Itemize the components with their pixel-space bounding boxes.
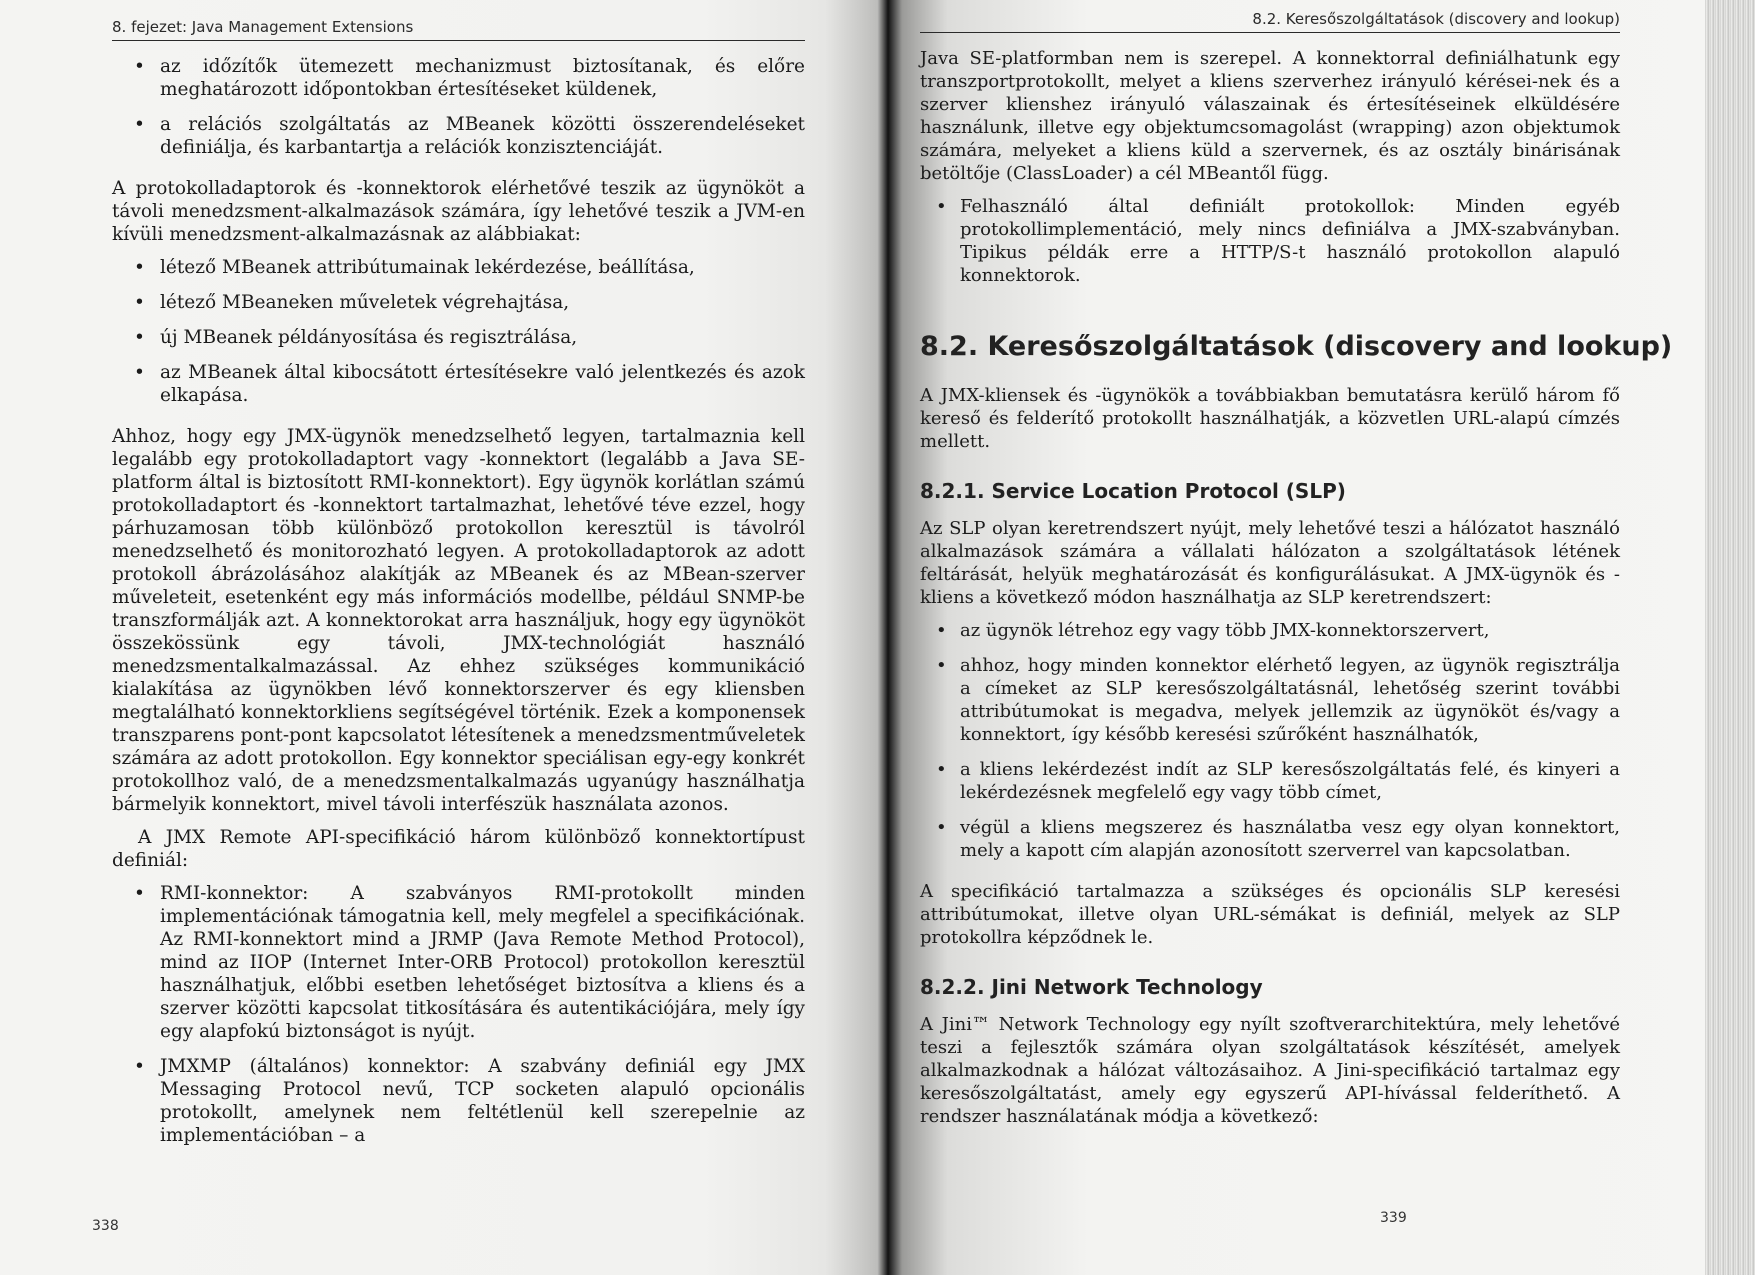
right-running-header: 8.2. Keresőszolgáltatások (discovery and lookup)	[920, 10, 1620, 33]
left-paragraph-agent: Ahhoz, hogy egy JMX-ügynök menedzselhető legyen, tartalmaznia kell legalább egy protokolladaptort vagy -konnektort (legalább a Java SE-platform által is biztosított RMI-konnektort). Egy ügynök korlátlan számú protokolladaptort és -konnektort tartalmazhat, lehetővé téve ezzel, hogy párhuzamosan több különböző protokollon keresztül is távolról menedzselhető és monitorozható legyen. A protokolladaptorok az adott protokoll ábrázolásához alakítják az MBeanek és az MBean-szerver műveleteit, esetenként egy más információs modellbe, például SNMP-be transzformálják azt. A konnektorokat arra használjuk, hogy egy ügynököt összekössünk egy távoli, JMX-technológiát használó menedzsmentalkalmazással. Az ehhez szükséges kommunikáció kialakítása az ügynökben lévő konnektorszerver és egy kliensben megtalálható konnektorkliens segítségével történik. Ezek a komponensek transzparens pont-pont kapcsolatot létesítenek a menedzsmentműveletek számára az adott protokollon. Egy konnektor speciálisan egy-egy konkrét protokollhoz való, de a menedzsmentalkalmazás ugyanúgy használhatja bármelyik konnektort, mivel távoli interfészük használata azonos.	[112, 426, 805, 815]
list-item: • JMXMP (általános) konnektor: A szabvány definiál egy JMX Messaging Protocol nevű, TCP socketen alapuló opcionális protokollt, amelynek nem feltétlenül kell szerepelnie az implementációban – a	[134, 1056, 805, 1146]
page-edge-stack	[1705, 0, 1755, 1275]
right-paragraph-slp: Az SLP olyan keretrendszert nyújt, mely lehetővé teszi a hálózatot használó alkalmazások számára a vállalati hálózaton a szolgáltatások létének feltárását, helyük meghatározását és konfigurálásukat. A JMX-ügynök és -kliens a következő módon használhatja az SLP keretrendszert:	[920, 518, 1620, 608]
bullet-icon: •	[134, 292, 145, 313]
left-page-number: 338	[92, 1218, 119, 1234]
left-running-header: 8. fejezet: Java Management Extensions	[112, 18, 805, 41]
list-item: • létező MBeanek attribútumainak lekérdezése, beállítása,	[134, 257, 695, 278]
left-page	[0, 0, 860, 1275]
list-item: • az MBeanek által kibocsátott értesítésekre való jelentkezés és azok elkapása.	[134, 362, 805, 406]
list-item: • végül a kliens megszerez és használatba vesz egy olyan konnektort, mely a kapott cím alapján azonosított szerverrel van kapcsolatban.	[936, 817, 1620, 861]
right-page-number: 339	[1380, 1210, 1407, 1226]
left-paragraph-connector-types: A JMX Remote API-specifikáció három különböző konnektortípust definiál:	[112, 827, 805, 871]
bullet-icon: •	[134, 114, 145, 135]
left-bottom-bullet-list	[112, 882, 805, 1147]
bullet-icon: •	[936, 655, 947, 676]
list-item: • a relációs szolgáltatás az MBeanek közötti összerendeléseket definiálja, és karbantartja a relációk konzisztenciáját.	[134, 114, 805, 158]
list-item: • a kliens lekérdezést indít az SLP keresőszolgáltatás felé, és kinyeri a lekérdezésnek megfelelő egy vagy több címet,	[936, 759, 1620, 803]
left-mid-bullet-list	[112, 256, 805, 407]
list-item: • ahhoz, hogy minden konnektor elérhető legyen, az ügynök regisztrálja a címeket az SLP keresőszolgáltatásnál, lehetőség szerint további attribútumokat is megadva, melyek jellemzik az ügynököt és/vagy a konnektort, így később keresési szűrőként használhatók,	[936, 655, 1620, 745]
left-top-bullet-list	[112, 55, 805, 159]
list-item: • Felhasználó által definiált protokollok: Minden egyéb protokollimplementáció, mely nincs definiálva a JMX-szabványban. Tipikus példák erre a HTTP/S-t használó protokollon alapuló konnektorok.	[936, 196, 1620, 286]
right-slp-bullet-list	[920, 619, 1620, 862]
bullet-icon: •	[134, 883, 145, 904]
bullet-icon: •	[936, 620, 947, 641]
subsection-heading-slp: 8.2.1. Service Location Protocol (SLP)	[920, 479, 1346, 503]
right-paragraph-discovery-intro: A JMX-kliensek és -ügynökök a továbbiakban bemutatásra kerülő három fő kereső és felderítő protokollt használhatják, a közvetlen URL-alapú címzés mellett.	[920, 385, 1620, 452]
list-item: • új MBeanek példányosítása és regisztrálása,	[134, 327, 578, 348]
bullet-icon: •	[134, 257, 145, 278]
list-item: • létező MBeaneken műveletek végrehajtása,	[134, 292, 570, 313]
right-paragraph-slp-spec: A specifikáció tartalmazza a szükséges és opcionális SLP keresési attribútumokat, illetve olyan URL-sémákat is definiál, melyek az SLP protokollra képződnek le.	[920, 881, 1620, 948]
bullet-icon: •	[936, 196, 947, 217]
bullet-icon: •	[134, 362, 145, 383]
bullet-icon: •	[936, 759, 947, 780]
bullet-icon: •	[134, 56, 145, 77]
list-item: • az időzítők ütemezett mechanizmust biztosítanak, és előre meghatározott időpontokban értesítéseket küldenek,	[134, 56, 805, 100]
list-item: • RMI-konnektor: A szabványos RMI-protokollt minden implementációnak támogatnia kell, mely megfelel a specifikációnak. Az RMI-konnektort mind a JRMP (Java Remote Method Protocol), mind az IIOP (Internet Inter-ORB Protocol) protokollon keresztül használhatjuk, előbbi esetben lehetőséget biztosítva a kliens és a szerver közötti kapcsolat titkosítására és autentikációjára, mely így egy alapfokú biztonságot is nyújt.	[134, 883, 805, 1042]
right-page	[880, 0, 1720, 1275]
right-paragraph-continuation: Java SE-platformban nem is szerepel. A konnektorral definiálhatunk egy transzportprotokollt, melyet a kliens szerverhez irányuló kérései-nek és a szerver klienshez irányuló válaszainak és értesítéseinek elküldésére használunk, illetve egy objektumcsomagolást (wrapping) azon objektumok számára, melyeket a kliens küld a szervernek, és az osztály binárisának betöltője (ClassLoader) a cél MBeantől függ.	[920, 48, 1620, 184]
subsection-heading-jini: 8.2.2. Jini Network Technology	[920, 975, 1263, 999]
left-paragraph-adaptors: A protokolladaptorok és -konnektorok elérhetővé teszik az ügynököt a távoli menedzsment-alkalmazások számára, így lehetővé teszik a JVM-en kívüli menedzsment-alkalmazásnak az alábbiakat:	[112, 178, 805, 245]
bullet-icon: •	[134, 1056, 145, 1077]
right-top-bullet-list	[920, 195, 1620, 287]
bullet-icon: •	[936, 817, 947, 838]
bullet-icon: •	[134, 327, 145, 348]
list-item: • az ügynök létrehoz egy vagy több JMX-konnektorszervert,	[936, 620, 1490, 641]
right-paragraph-jini: A Jini™ Network Technology egy nyílt szoftverarchitektúra, mely lehetővé teszi a fejlesztők számára olyan szolgáltatások készítését, amelyek alkalmazkodnak a hálózat változásaihoz. A Jini-specifikáció tartalmaz egy keresőszolgáltatást, amely egy egyszerű API-hívással felderíthető. A rendszer használatának módja a következő:	[920, 1014, 1620, 1127]
section-heading-discovery: 8.2. Keresőszolgáltatások (discovery and lookup)	[920, 331, 1673, 362]
